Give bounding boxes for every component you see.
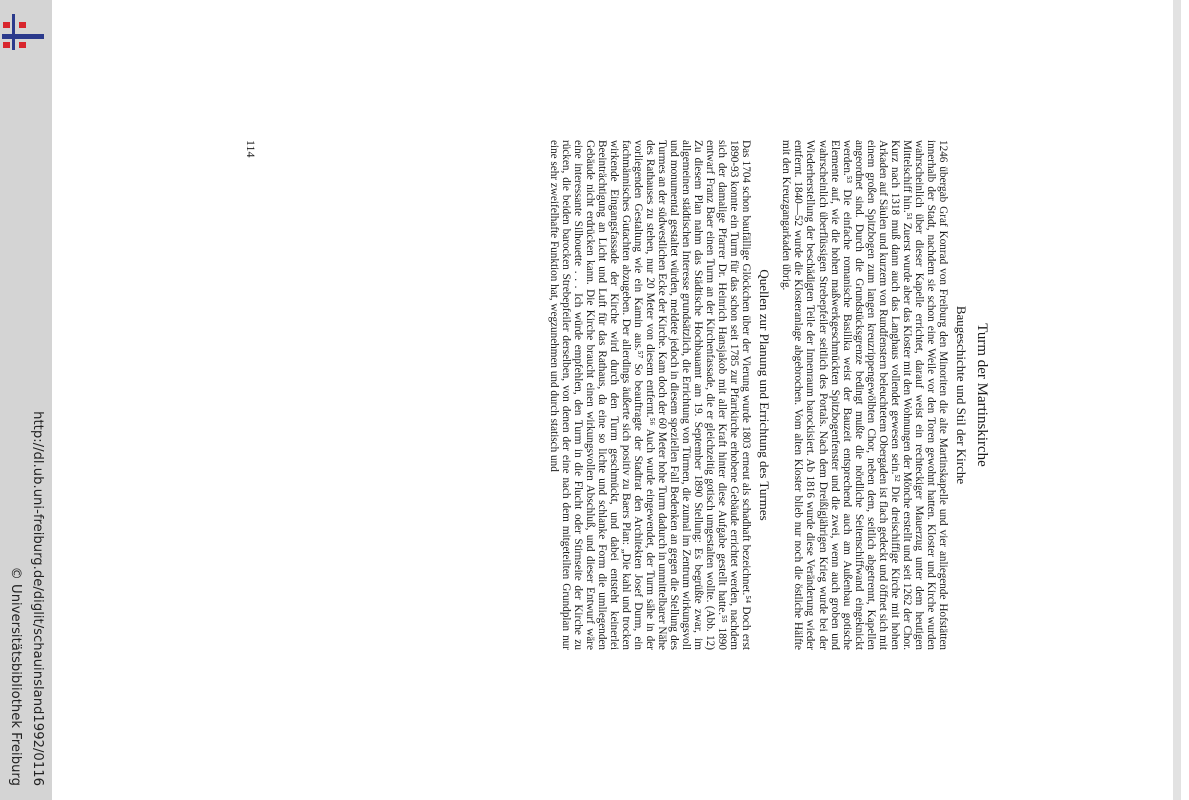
viewer-sidebar xyxy=(0,0,52,800)
source-url[interactable]: http://dl.ub.uni-freiburg.de/diglit/schauinsland1992/0116 xyxy=(30,411,45,786)
page-number: 114 xyxy=(244,140,258,158)
section-heading-baugeschichte: Baugeschichte und Stil der Kirche xyxy=(954,305,969,485)
page-content xyxy=(244,140,992,650)
paragraph-baugeschichte: 1246 übergab Graf Konrad von Freiburg den Minoriten die alte Martinskapelle und vier anliegende Hofstätten innerhalb der Stadt, nachdem sie schon eine Weile vor den Toren gewohnt hatten. Kloster und Kirche wurden wahrscheinlich über dieser Kapelle errichtet, darauf weist ein rechteckiger Mauerzug unter dem heutigen Mittelschiff hin.⁵¹ Zuerst wurde aber das Kloster mit den Wohnungen der Mönche erstellt und seit 1262 der Chor. Kurz nach 1318 muß dann auch das Langhaus vollendet gewesen sein.⁵² Die dreischiffige Kirche mit hohen Arkaden auf Säulen und kurzem von Rundfenstern beleuchtetem Obergaden ist flach gedeckt und öffnet sich mit einem großen Spitzbogen zum langen kreuzrippengewölbten Chor, neben dem, seitlich abgetrennt, Kapellen angeordnet sind. Durch die Grundstücksgrenze bedingt mußte die nördliche Seitenschiffwand eingeknickt werden.⁵³ Die einfache romanische Basilika weist der Bauzeit entsprechend auch am Außenbau gotische Elemente auf, wie die hohen maßwerkgeschmückten Spitzbogenfenster und die zwei, wenn auch groben und wahrscheinlich überflüssigen Strebepfeiler seitlich des Portals. Nach dem Dreißigjährigen Krieg wurde bei der Wiederherstellung der beschädigten Teile der Innenraum barockisiert. Ab 1816 wurde diese Veränderung wieder entfernt. 1840—52 wurde die Klosteranlage abgebrochen. Vom alten Kloster blieb nur noch die östliche Hälfte mit den Kreuzgangarkaden übrig. xyxy=(780,140,949,650)
paragraph-quellen: Das 1704 schon baufällige Glöckchen über der Vierung wurde 1803 erneut als schadhaft bezeichnet.⁵⁴ Doch erst 1890-93 konnte ein Turm für das schon seit 1785 zur Pfarrkirche erhobene Gebäude errichtet werden, nachdem sich der damalige Pfarrer Dr. Heinrich Hansjakob mit aller Kraft hinter diese Aufgabe gestellt hatte.⁵⁵ 1890 entwarf Franz Baer einen Turm an der Kirchenfassade, die er gleichzeitig gotisch umgestalten wollte. (Abb. 12) Zu diesem Plan nahm das Städtische Hochbauamt am 19. September 1890 Stellung: Es begrüßte zwar, im allgemeinen städtischen Interesse grundsätzlich, die Errichtung von Türmen, die zumal im Zentrum wirkungsvoll und monumental gestaltet würden, meldete jedoch in diesem speziellen Fall Bedenken an gegen die Stellung des Turmes an der südwestlichen Ecke der Kirche. Kam doch der 60 Meter hohe Turm dadurch in unmittelbarer Nähe des Rathauses zu stehen, nur 20 Meter von diesem entfernt.⁵⁶ Auch wurde eingewendet, der Turm sähe in der vorliegenden Gestaltung wie ein Kamin aus.⁵⁷ So beauftragte der Stadtrat den Architekten Josef Durm, ein fachmännisches Gutachten abzugeben. Der allerdings äußerte sich positiv zu Baers Plan: „Die kahl und trocken wirkende Eingangsfassade der Kirche wird durch den Turm geschmückt, und dabei entsteht keinerlei Beeinträchtigung an Licht und Luft für das Rathaus, da eine so lichte und schlanke Form die umliegenden Gebäude nicht erdrücken kann. Die Kirche braucht einen wirkungsvollen Abschluß, und dieser Entwurf wäre eine interessante Silhouette . . . Ich würde empfehlen, den Turm in die Flucht oder Stirnseite der Kirche zu rücken, die beiden barocken Strebepfeiler derselben, von denen der eine nach dem mitgeteilten Grundplan nur eine sehr zweifelhafte Funktion hat, wegzunehmen und durch statisch und xyxy=(547,140,753,650)
page-title: Turm der Martinskirche xyxy=(974,323,990,467)
copyright-notice: © Universitätsbibliothek Freiburg xyxy=(8,566,23,786)
sidebar-credits xyxy=(0,0,52,800)
section-heading-quellen: Quellen zur Planung und Errichtung des Turmes xyxy=(757,269,773,521)
page-edge-scrollbar[interactable] xyxy=(1173,0,1181,800)
scanned-page xyxy=(52,0,1181,800)
